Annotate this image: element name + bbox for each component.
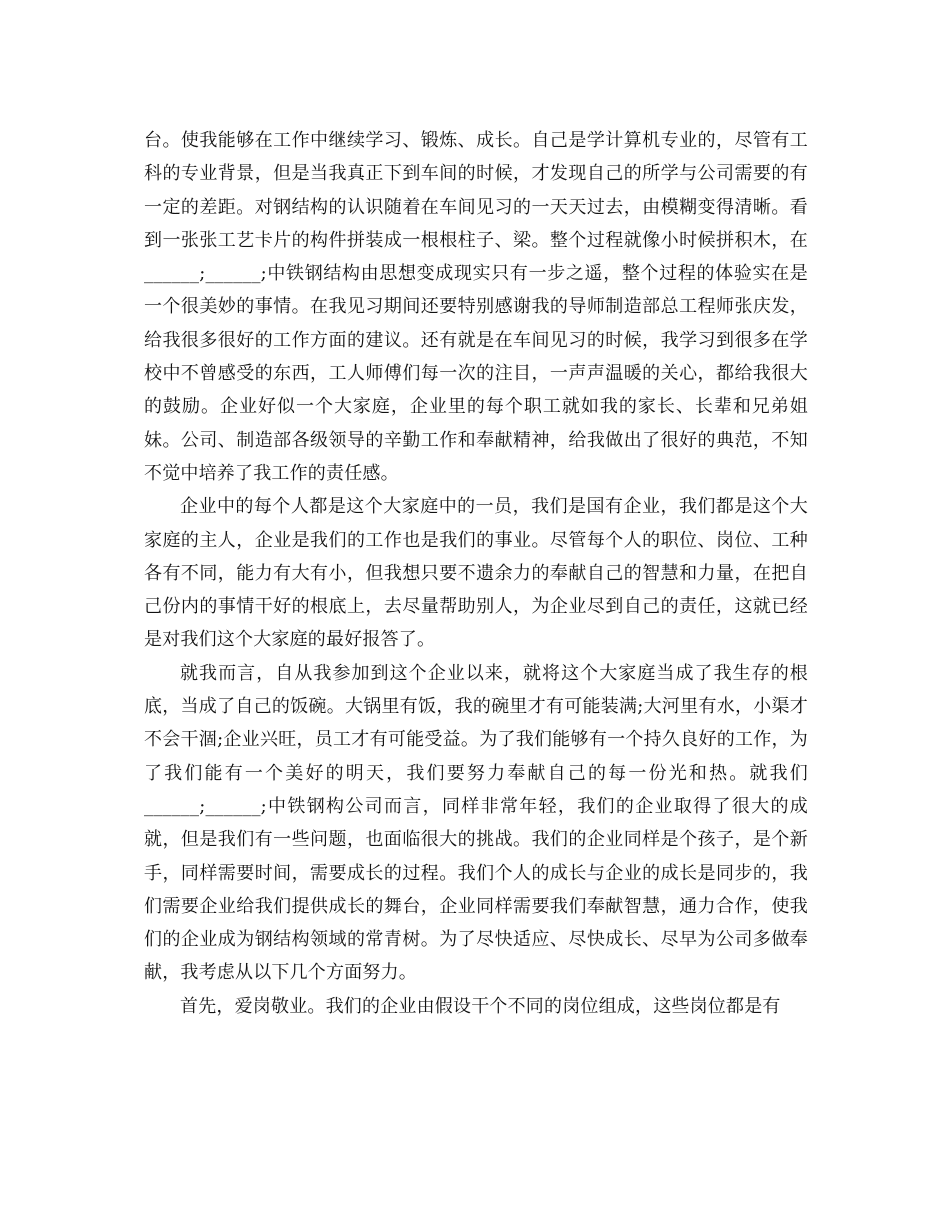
paragraph-1: 台。使我能够在工作中继续学习、锻炼、成长。自己是学计算机专业的，尽管有工科的专业背景，但是当我真正下到车间的时候，才发现自己的所学与公司需要的有一定的差距。对钢结构的认识随着在车间见习的一天天过去，由模糊变得清晰。看到一张张工艺卡片的构件拼装成一根根柱子、梁。整个过程就像小时候拼积木，在______;______;中铁钢结构由思想变成现实只有一步之遥，整个过程的体验实在是一个很美妙的事情。在我见习期间还要特别感谢我的导师制造部总工程师张庆发，给我很多很好的工作方面的建议。还有就是在车间见习的时候，我学习到很多在学校中不曾感受的东西，工人师傅们每一次的注目，一声声温暖的关心，都给我很大的鼓励。企业好似一个大家庭，企业里的每个职工就如我的家长、长辈和兄弟姐妹。公司、制造部各级领导的辛勤工作和奉献精神，给我做出了很好的典范，不知不觉中培养了我工作的责任感。 bbox=[144, 130, 808, 484]
document-body bbox=[144, 124, 808, 1023]
paragraph-4: 首先，爱岗敬业。我们的企业由假设干个不同的岗位组成，这些岗位都是有 bbox=[180, 995, 781, 1017]
paragraph-3: 就我而言，自从我参加到这个企业以来，就将这个大家庭当成了我生存的根底，当成了自己的饭碗。大锅里有饭，我的碗里才有可能装满;大河里有水，小渠才不会干涸;企业兴旺，员工才有可能受益。为了我们能够有一个持久良好的工作，为了我们能有一个美好的明天，我们要努力奉献自己的每一份光和热。就我们______;______;中铁钢构公司而言，同样非常年轻，我们的企业取得了很大的成就，但是我们有一些问题，也面临很大的挑战。我们的企业同样是个孩子，是个新手，同样需要时间，需要成长的过程。我们个人的成长与企业的成长是同步的，我们需要企业给我们提供成长的舞台，企业同样需要我们奉献智慧，通力合作，使我们的企业成为钢结构领域的常青树。为了尽快适应、尽快成长、尽早为公司多做奉献，我考虑从以下几个方面努力。 bbox=[144, 662, 808, 984]
paragraph-2: 企业中的每个人都是这个大家庭中的一员，我们是国有企业，我们都是这个大家庭的主人，企业是我们的工作也是我们的事业。尽管每个人的职位、岗位、工种各有不同，能力有大有小，但我想只要不遗余力的奉献自己的智慧和力量，在把自己份内的事情干好的根底上，去尽量帮助别人，为企业尽到自己的责任，这就已经是对我们这个大家庭的最好报答了。 bbox=[144, 496, 808, 651]
